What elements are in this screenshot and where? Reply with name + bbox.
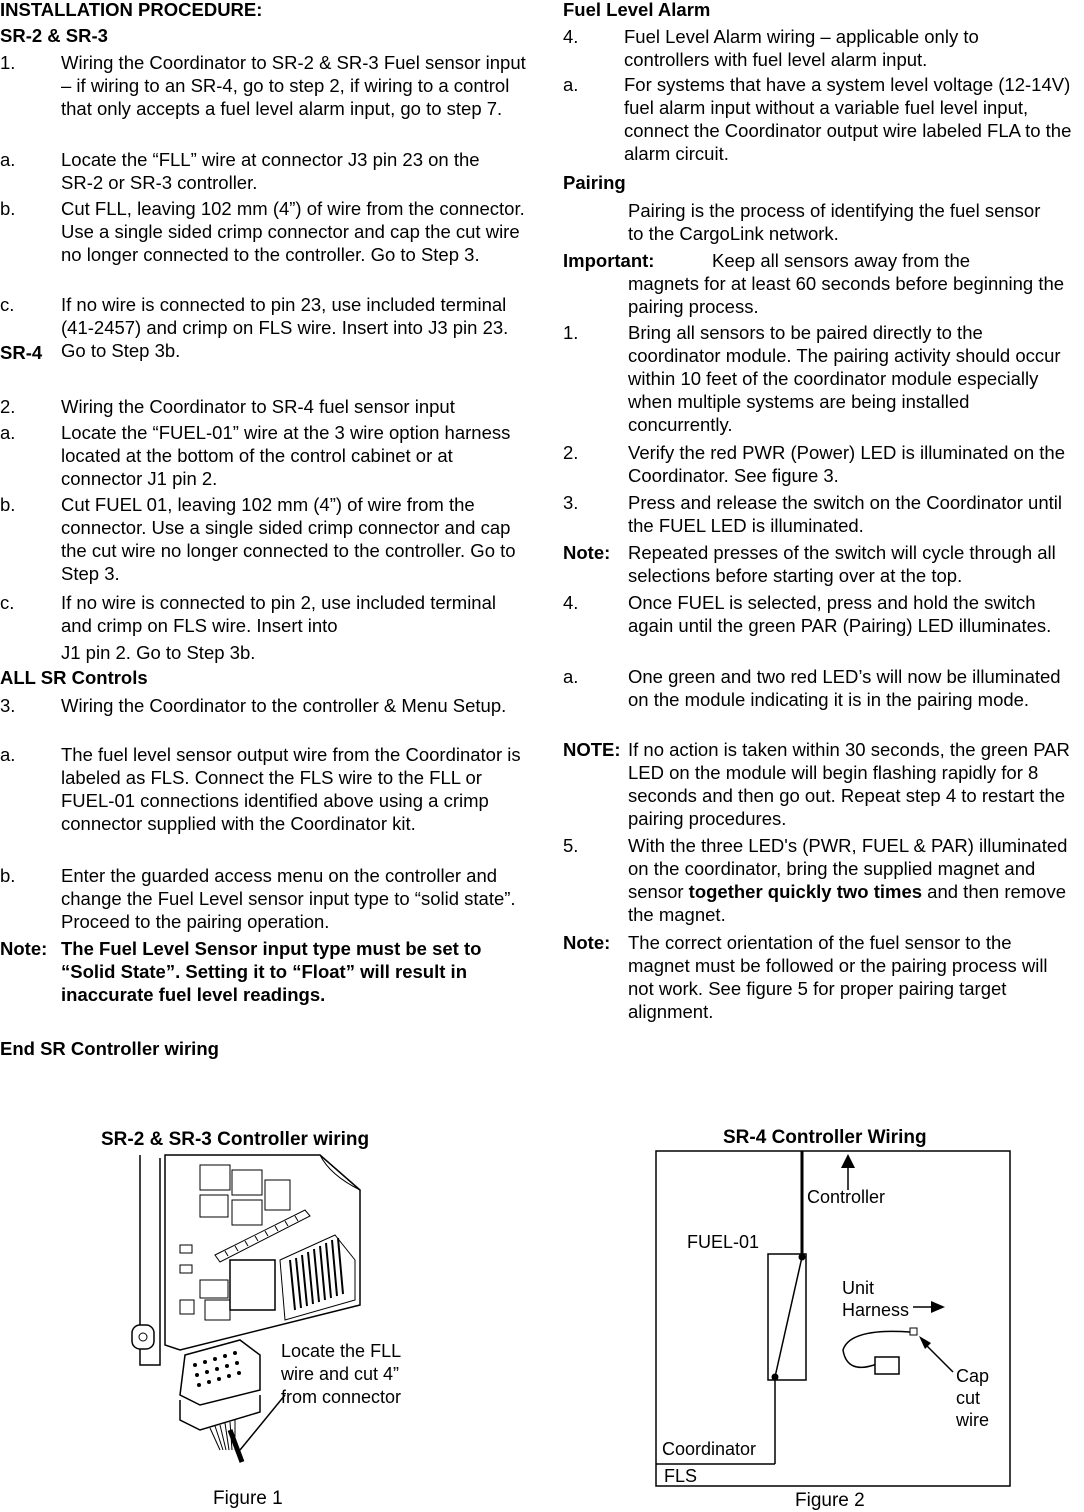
step-text: Locate the “FLL” wire at connector J3 pin 23 on the SR-2 or SR-3 controller. [61, 149, 480, 193]
step-3b [0, 864, 528, 933]
label-fls: FLS [664, 1466, 698, 1486]
note-orientation [563, 931, 1084, 1023]
step-label: 2. [563, 442, 579, 463]
wire-text: wire [956, 1410, 990, 1430]
step-2c [0, 591, 528, 664]
step-3 [0, 694, 528, 717]
step-3a [0, 743, 528, 835]
alarm-step-4 [563, 25, 1084, 71]
step-text-a: With the three LED's (PWR, FUEL & PAR) illuminated on the coordinator, bring the supplied magnet and sensor [628, 835, 1068, 902]
callout-line-3: from connector [281, 1387, 402, 1407]
callout-line-2: wire and cut 4” [281, 1364, 400, 1384]
figure2-title: SR-4 Controller Wiring [723, 1127, 927, 1148]
note-cycle [563, 541, 1084, 587]
label-cap-cut-wire [956, 1365, 989, 1431]
figure1-caption: Figure 1 [213, 1488, 283, 1509]
step-text: For systems that have a system level voltage (12-14V) fuel alarm input without a variable fuel level input, connect the Coordinator output wire labeled FLA to the alarm circuit. [624, 74, 1072, 164]
pairing-step-1 [563, 321, 1084, 436]
step-text: Once FUEL is selected, press and hold the switch again until the green PAR (Pairing) LED illuminates. [628, 592, 1052, 636]
note-timeout [563, 738, 1084, 830]
step-text [628, 834, 1084, 926]
step-label: 1. [0, 52, 16, 73]
step-2 [0, 395, 528, 418]
step-label: a. [563, 666, 579, 687]
step-label: 1. [563, 322, 579, 343]
important-text-continued: magnets for at least 60 seconds before beginning the pairing process. [628, 273, 1065, 317]
step-1a [0, 148, 528, 194]
step-2b [0, 493, 528, 585]
alarm-step-4a [563, 73, 1084, 165]
note-text: Repeated presses of the switch will cycle through all selections before starting over at the top. [628, 542, 1056, 586]
step-label: 4. [563, 26, 579, 47]
label-fuel01: FUEL-01 [687, 1232, 760, 1252]
step-text: Locate the “FUEL-01” wire at the 3 wire option harness located at the bottom of the control cabinet or at connector J1 pin 2. [61, 422, 511, 489]
step-label: 5. [563, 835, 579, 856]
pairing-intro: Pairing is the process of identifying the fuel sensor to the CargoLink network. [628, 200, 1041, 244]
note-label: Note: [563, 542, 611, 563]
note-text: The Fuel Level Sensor input type must be set to “Solid State”. Setting it to “Float” will result in inaccurate fuel level readings. [61, 938, 482, 1005]
note-solid-state [0, 937, 528, 1006]
step-text-c: and then remove the magnet. [628, 881, 1067, 925]
step-1b [0, 197, 528, 266]
step-label: a. [0, 744, 16, 765]
all-sr-heading: ALL SR Controls [0, 667, 148, 688]
figure2-caption: Figure 2 [795, 1490, 865, 1511]
step-label: 3. [0, 695, 16, 716]
sr23-heading: SR-2 & SR-3 [0, 25, 108, 46]
cap-text: Cap [956, 1366, 990, 1386]
step-1c [0, 293, 528, 362]
pairing-step-3 [563, 491, 1084, 537]
step-label: 3. [563, 492, 579, 513]
end-sr-wiring: End SR Controller wiring [0, 1038, 219, 1059]
unit-text: Unit [842, 1278, 875, 1298]
pairing-step-4 [563, 591, 1084, 637]
pairing-heading: Pairing [563, 172, 626, 193]
step-label: a. [0, 149, 16, 170]
cut-text: cut [956, 1388, 981, 1408]
step-text: Wiring the Coordinator to SR-4 fuel sensor input [61, 396, 455, 417]
pairing-step-4a [563, 665, 1084, 711]
step-label: a. [563, 74, 579, 95]
step-2a [0, 421, 528, 490]
important-label: Important: [563, 250, 655, 271]
step-label: c. [0, 592, 15, 613]
fuel-level-alarm-heading: Fuel Level Alarm [563, 0, 711, 20]
sr4-heading: SR-4 [0, 342, 43, 363]
step-text: Cut FLL, leaving 102 mm (4”) of wire from the connector. Use a single sided crimp connector and cap the cut wire no longer connected to the controller. Go to Step 3. [61, 198, 525, 265]
step-label: b. [0, 494, 16, 515]
step-text: Enter the guarded access menu on the controller and change the Fuel Level sensor input type to “solid state”. Proceed to the pairing operation. [61, 865, 516, 932]
figure1-callout [281, 1340, 401, 1409]
step-text: Cut FUEL 01, leaving 102 mm (4”) of wire from the connector. Use a single sided crimp connector and cap the cut wire no longer connected to the controller. Go to Step 3. [61, 494, 516, 584]
note-text: If no action is taken within 30 seconds, the green PAR LED on the module will begin flashing rapidly for 8 seconds and then go out. Repeat step 4 to restart the pairing procedures. [628, 739, 1070, 829]
important-note [563, 249, 1084, 318]
figure1-controller-drawing [120, 1150, 440, 1470]
step-label: a. [0, 422, 16, 443]
important-text: Keep all sensors away from the [712, 250, 971, 271]
label-controller: Controller [807, 1187, 886, 1207]
step-text: Wiring the Coordinator to SR-2 & SR-3 Fuel sensor input – if wiring to an SR-4, go to step 2, if wiring to a control that only accepts a fuel level alarm input, go to step 7. [61, 52, 526, 119]
step-1 [0, 51, 528, 120]
step-label: b. [0, 865, 16, 886]
note-label: NOTE: [563, 739, 621, 760]
step-text: The fuel level sensor output wire from the Coordinator is labeled as FLS. Connect the FLS wire to the FLL or FUEL-01 connections identified above using a crimp connector supplied with the Coordinator kit. [61, 744, 521, 834]
step-text-continued: J1 pin 2. Go to Step 3b. [61, 642, 256, 663]
step-text: If no wire is connected to pin 23, use included terminal (41-2457) and crimp on FLS wire. Insert into J3 pin 23. Go to Step 3b. [61, 294, 509, 361]
pairing-step-2 [563, 441, 1084, 487]
step-text: Verify the red PWR (Power) LED is illuminated on the Coordinator. See figure 3. [628, 442, 1065, 486]
step-label: 4. [563, 592, 579, 613]
step-label: 2. [0, 396, 16, 417]
label-coordinator: Coordinator [662, 1439, 757, 1459]
step-text-emphasis: together quickly two times [688, 881, 923, 902]
note-text: The correct orientation of the fuel sensor to the magnet must be followed or the pairing process will not work. See figure 5 for proper pairing target alignment. [628, 932, 1048, 1022]
figure1-title: SR-2 & SR-3 Controller wiring [101, 1129, 370, 1150]
note-label: Note: [0, 938, 48, 959]
harness-text: Harness [842, 1300, 910, 1320]
callout-line-1: Locate the FLL [281, 1341, 402, 1361]
note-label: Note: [563, 932, 611, 953]
step-text: One green and two red LED’s will now be illuminated on the module indicating it is in the pairing mode. [628, 666, 1061, 710]
step-text: Fuel Level Alarm wiring – applicable only to controllers with fuel level alarm input. [624, 26, 979, 70]
step-text: Wiring the Coordinator to the controller & Menu Setup. [61, 695, 507, 716]
step-label: c. [0, 294, 15, 315]
step-label: b. [0, 198, 16, 219]
step-text: Bring all sensors to be paired directly to the coordinator module. The pairing activity should occur within 10 feet of the coordinator module especially when multiple systems are being installed concurrently. [628, 322, 1061, 435]
installation-heading: INSTALLATION PROCEDURE: [0, 0, 263, 20]
pairing-step-5 [563, 834, 1084, 926]
step-text: Press and release the switch on the Coordinator until the FUEL LED is illuminated. [628, 492, 1062, 536]
label-unit-harness [842, 1277, 909, 1321]
step-text: If no wire is connected to pin 2, use included terminal and crimp on FLS wire. Insert into [61, 592, 496, 636]
